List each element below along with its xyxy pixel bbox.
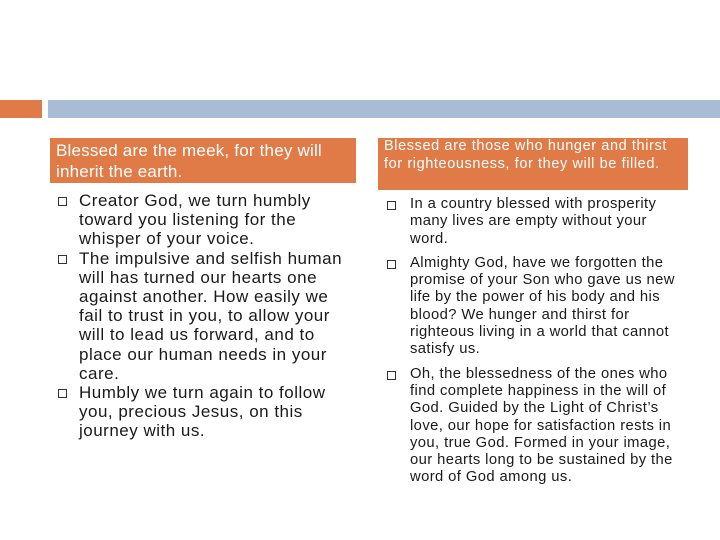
list-item-text: Humbly we turn again to follow you, precious Jesus, on this journey with us. [79, 383, 326, 441]
list-item-text: In a country blessed with prosperity many lives are empty without your word. [410, 196, 657, 247]
list-item-text: The impulsive and selfish human will has turned our hearts one against another. How easily we fail to trust in you, to allow your will to lead us forward, and to place our human needs in your care. [79, 248, 343, 383]
list-item [50, 191, 356, 249]
list-item [50, 249, 356, 383]
accent-bar-orange [0, 100, 42, 118]
list-item-text: Creator God, we turn humbly toward you listening for the whisper of your voice. [79, 191, 311, 249]
square-bullet-icon [58, 197, 67, 206]
right-heading: Blessed are those who hunger and thirst for righteousness, for they will be filled. [378, 138, 688, 190]
accent-bar-blue [48, 100, 720, 118]
left-heading: Blessed are the meek, for they will inherit the earth. [50, 138, 356, 183]
square-bullet-icon [387, 201, 396, 210]
list-item [378, 255, 688, 359]
square-bullet-icon [387, 371, 396, 380]
right-column [378, 138, 688, 494]
left-bullet-list [50, 191, 356, 441]
list-item [378, 366, 688, 487]
right-bullet-list [378, 196, 688, 487]
left-column [50, 138, 356, 441]
list-item-text: Almighty God, have we forgotten the promise of your Son who gave us new life by the power of his body and his blood? We hunger and thirst for righteous living in a world that cannot satisfy us. [410, 254, 675, 358]
list-item-text: Oh, the blessedness of the ones who find complete happiness in the will of God. Guided by the Light of Christ’s love, our hope for satisfaction rests in you, true God. Formed in your image, our hearts long to be sustained by the word of God among us. [410, 365, 673, 486]
list-item [50, 383, 356, 441]
square-bullet-icon [58, 389, 67, 398]
square-bullet-icon [58, 255, 67, 264]
square-bullet-icon [387, 260, 396, 269]
list-item [378, 196, 688, 248]
